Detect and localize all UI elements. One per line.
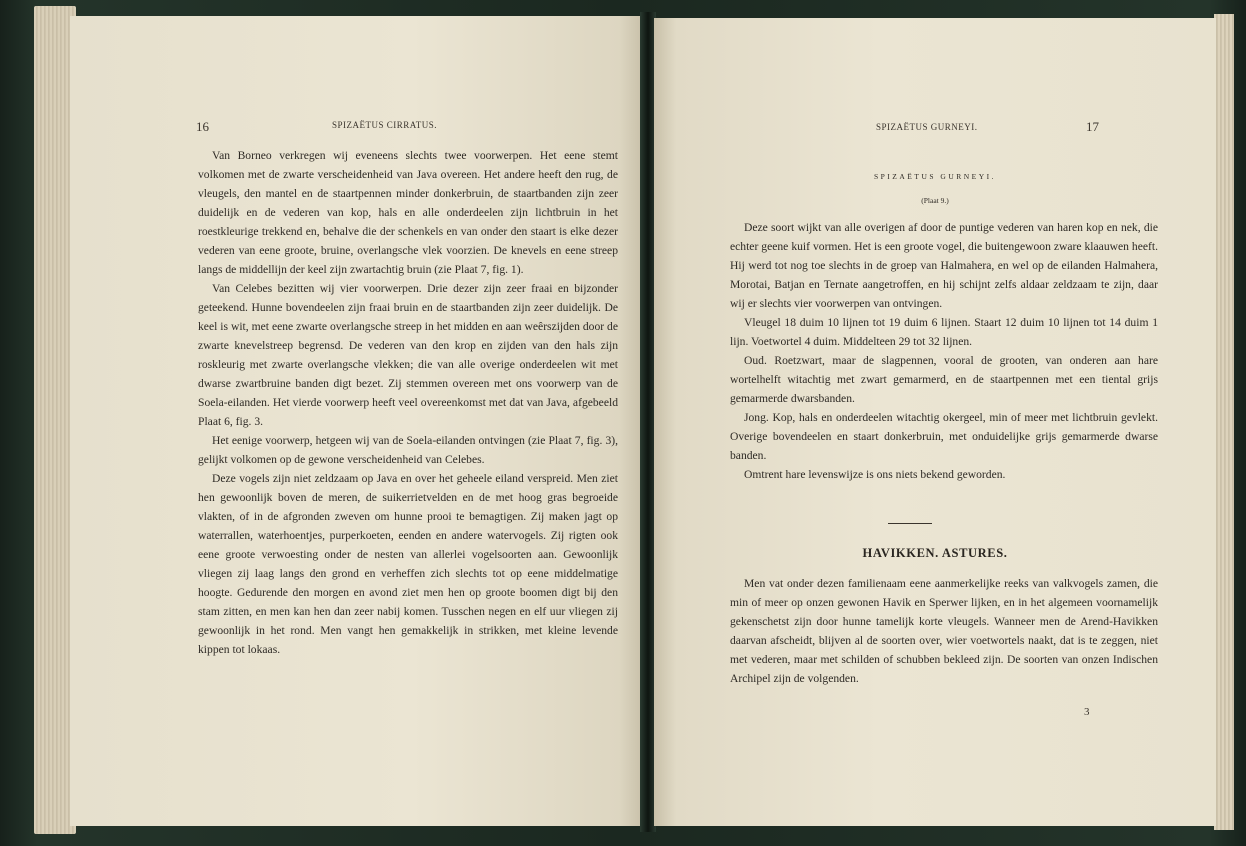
paragraph: Van Celebes bezitten wij vier voorwerpen. Drie dezer zijn zeer fraai en bijzonder geteekend. Hunne bovendeelen zijn fraai bruin en de staartbanden zijn zeer duidelijk. De keel is wit, met eene zwarte overlangsche streep in het midden en aan weêrszijden door de zwarte knevelstreep begrensd. De vederen van den krop en zijden van den hals zijn roskleurig met zwarte overlangsche vlekken; die van alle overige onderdeelen wit met dwarse zwartbruine banden digt bezet. Zij stemmen overeen met ons voorwerp van de Soela-eilanden. Het vierde voorwerp heeft veel overeenkomst met dat van Java, afgebeeld Plaat 6, fig. 3. — [198, 282, 618, 428]
page-number: 17 — [1086, 119, 1099, 134]
paragraph: Van Borneo verkregen wij eveneens slechts twee voorwerpen. Het eene stemt volkomen met de zwarte verscheidenheid van Java overeen. Het andere heeft den rug, de vleugels, den mantel en de staartpennen minder donkerbruin, de staartbanden zijn zeer duidelijk en de vederen van kop, hals en alle onderdeelen zijn lichtbruin in het roestkleurige trekkend en, behalve die der schenkels en van onder den staart is elke dezer vederen van eene groote, bruine, overlangsche vlek voorzien. De knevels en eene streep langs de middellijn der keel zijn zwartachtig bruin (zie Plaat 7, fig. 1). — [198, 149, 618, 276]
page-number: 16 — [196, 119, 209, 134]
running-head: SPIZAËTUS GURNEYI. — [876, 122, 978, 132]
section-divider — [888, 523, 932, 524]
section-title: SPIZAËTUS GURNEYI. — [873, 172, 997, 181]
right-page — [654, 18, 1216, 826]
signature-mark: 3 — [1084, 706, 1090, 718]
paragraph: Jong. Kop, hals en onderdeelen witachtig okergeel, min of meer met lichtbruin gevlekt. Overige bovendeelen en staart donkerbruin, met onduidelijke grijs gemarmerde dwarse banden. — [730, 411, 1158, 462]
left-page — [70, 16, 642, 826]
running-head: SPIZAËTUS CIRRATUS. — [332, 120, 438, 130]
paragraph: Deze soort wijkt van alle overigen af door de puntige vederen van haren kop en nek, die echter geene kuif vormen. Het is een groote vogel, die buitengewoon zware klaauwen heeft. Hij werd tot nog toe slechts in de groep van Halmahera, en wel op de eilanden Halmahera, Morotai, Batjan en Ternate aangetroffen, en hij schijnt zelfs aldaar zeldzaam te zijn, daar wij er slechts vier voorwerpen van ontvingen. — [730, 221, 1158, 310]
body-text — [730, 218, 1158, 484]
body-text — [198, 146, 618, 659]
paragraph: Het eenige voorwerp, hetgeen wij van de Soela-eilanden ontvingen (zie Plaat 7, fig. 3), gelijkt volkomen op de gewone verscheidenheid van Celebes. — [198, 434, 618, 466]
paragraph: Omtrent hare levenswijze is ons niets bekend geworden. — [744, 468, 1006, 481]
paragraph: Oud. Roetzwart, maar de slagpennen, vooral de grooten, van onderen aan hare wortelhelft witachtig met zwart gemarmerd, en de staartpennen met een tiental grijs gemarmerde dwarsbanden. — [730, 354, 1158, 405]
paragraph: Vleugel 18 duim 10 lijnen tot 19 duim 6 lijnen. Staart 12 duim 10 lijnen tot 14 duim 1 lijn. Voetwortel 4 duim. Middelteen 29 tot 32 lijnen. — [730, 316, 1158, 348]
body-text — [730, 574, 1158, 688]
family-title: HAVIKKEN. ASTURES. — [862, 546, 1008, 560]
paragraph: Men vat onder dezen familienaam eene aanmerkelijke reeks van valkvogels zamen, die min of meer op onzen gewonen Havik en Sperwer lijken, en in het algemeen voornamelijk gekenschetst zijn door hunne tamelijk korte vleugels. Wanneer men de Arend-Havikken daarvan afscheidt, blijven al de soorten over, wier voetwortels naakt, dat is te zeggen, niet met vederen, maar met schilden of schubben bekleed zijn. De soorten van onzen Indischen Archipel zijn de volgenden. — [730, 577, 1158, 685]
paragraph: Deze vogels zijn niet zeldzaam op Java en over het geheele eiland verspreid. Men ziet hen gewoonlijk boven de meren, de suikerrietvelden en de met hoog gras begroeide vlakten, of in de afgronden zweven om hunne prooi te bemagtigen. Zij maken jagt op waterrallen, waterhoentjes, purperkoeten, eenden en andere watervogels. Zij rigten ook eene groote verwoesting onder de nesten van allerlei vogelsoorten aan. Gewoonlijk vliegen zij laag langs den grond en verheffen zich slechts tot op eene middelmatige hoogte. Gedurende den morgen en avond ziet men hen op groote boomen digt bij den stam zitten, en men kan hen dan zeer nabij komen. Tusschen negen en elf uur vliegen zij gewoonlijk in het rond. Men vangt hen gemakkelijk in strikken, met kleine levende kippen tot lokaas. — [198, 472, 618, 656]
right-page-edges — [1214, 14, 1234, 830]
plate-reference: (Plaat 9.) — [921, 196, 949, 205]
